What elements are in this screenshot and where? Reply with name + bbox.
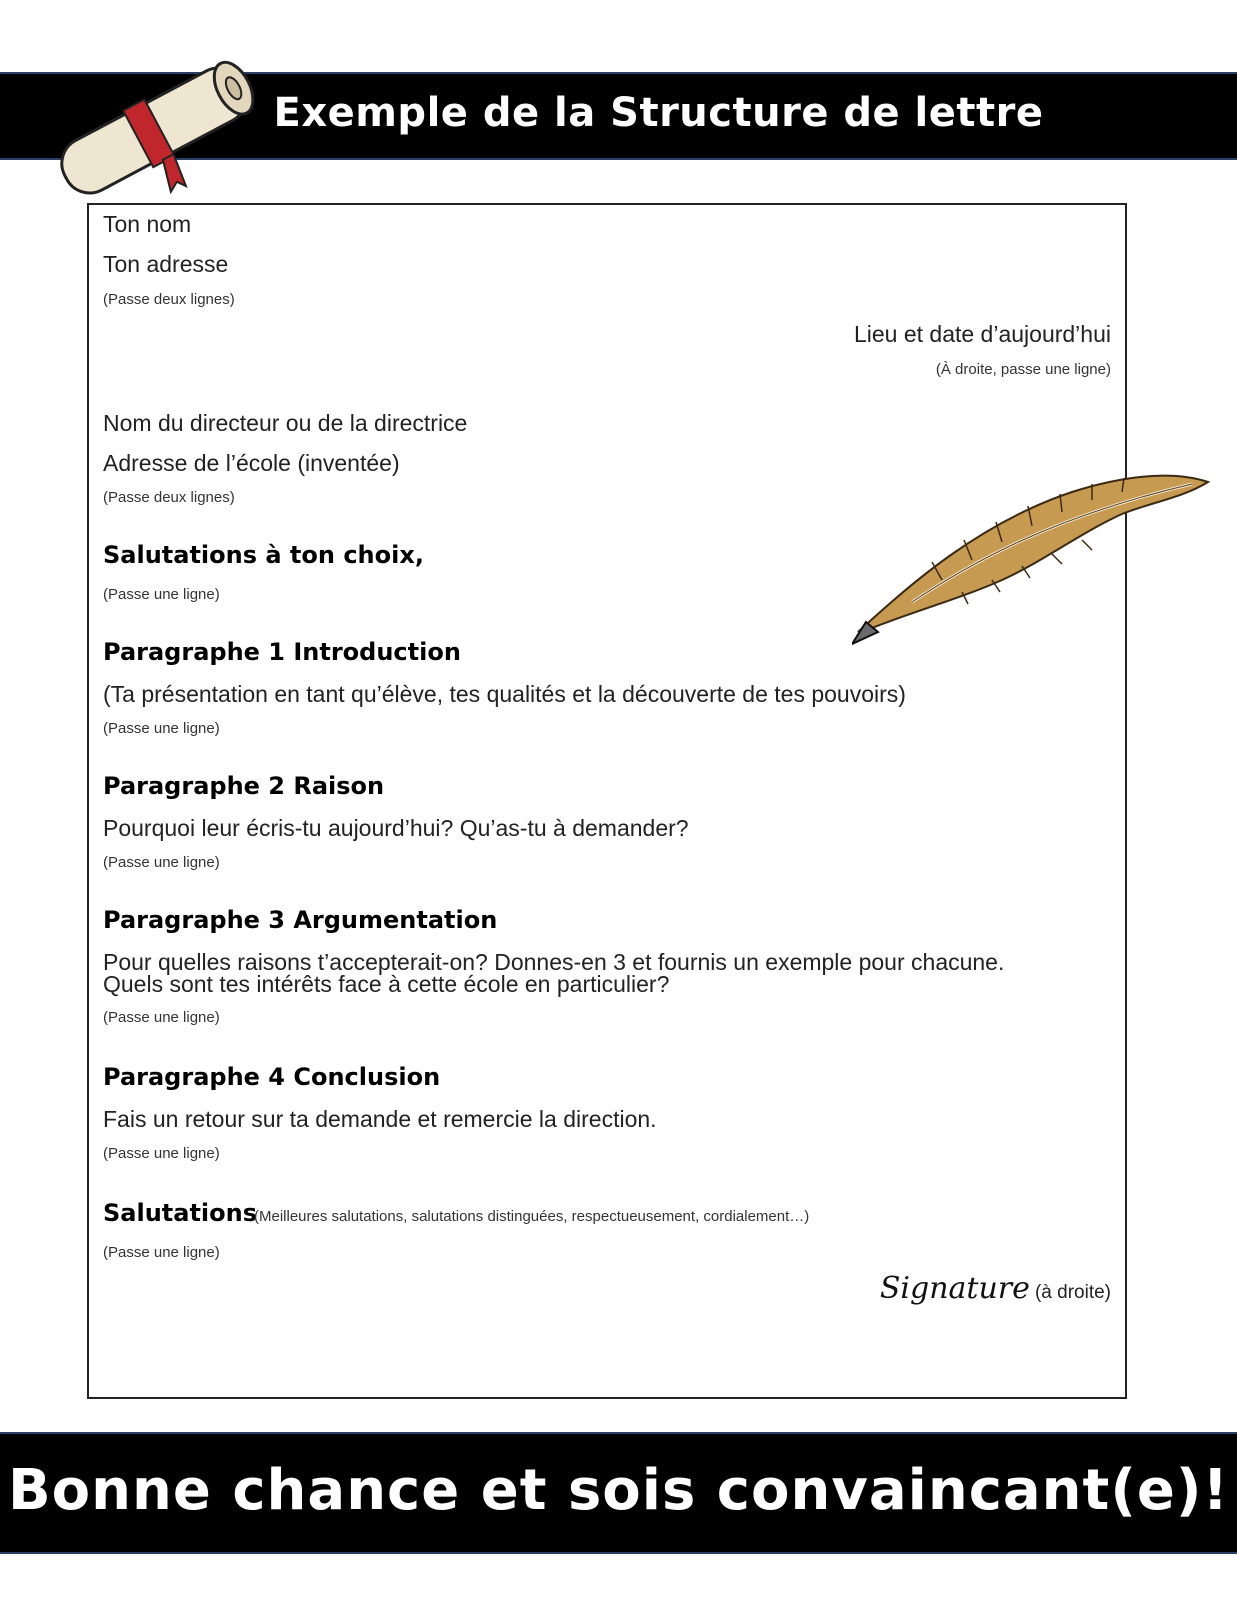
school-address: Adresse de l’école (inventée) — [103, 450, 400, 476]
instruction-note: (À droite, passe une ligne) — [935, 361, 1111, 378]
paragraph-4-text: Fais un retour sur ta demande et remercie la direction. — [103, 1106, 657, 1132]
director-name: Nom du directeur ou de la directrice — [103, 410, 468, 436]
signature-line — [880, 1271, 1111, 1306]
greeting-heading: Salutations à ton choix, — [103, 541, 424, 569]
paragraph-3-text-line-1: Pour quelles raisons t’accepterait-on? Donnes-en 3 et fournis un exemple pour chacune. — [103, 949, 1005, 975]
instruction-note: (Passe une ligne) — [103, 854, 220, 871]
instruction-note: (Passe une ligne) — [103, 1145, 220, 1162]
place-date: Lieu et date d’aujourd’hui — [853, 321, 1111, 347]
letter-frame — [87, 203, 1127, 1399]
page-title: Exemple de la Structure de lettre — [273, 90, 1044, 136]
instruction-note: (Passe une ligne) — [103, 1009, 220, 1026]
instruction-note: (Passe une ligne) — [103, 720, 220, 737]
paragraph-2-heading: Paragraphe 2 Raison — [103, 772, 385, 800]
sender-address: Ton adresse — [103, 251, 229, 277]
sender-name: Ton nom — [103, 211, 192, 237]
closing-heading: Salutations — [103, 1199, 258, 1227]
instruction-note: (Passe une ligne) — [103, 1244, 220, 1261]
quill-icon — [852, 462, 1214, 652]
paragraph-3-heading: Paragraphe 3 Argumentation — [103, 906, 498, 934]
paragraph-1-text: (Ta présentation en tant qu’élève, tes qualités et la découverte de tes pouvoirs) — [103, 681, 906, 707]
instruction-note: (Passe deux lignes) — [103, 291, 235, 308]
footer-message: Bonne chance et sois convaincant(e)! — [7, 1458, 1230, 1523]
signature: Signature — [879, 1271, 1030, 1306]
instruction-note: (Passe deux lignes) — [103, 489, 235, 506]
closing-examples: (Meilleures salutations, salutations distinguées, respectueusement, cordialement…) — [254, 1208, 810, 1225]
paragraph-4-heading: Paragraphe 4 Conclusion — [103, 1063, 441, 1091]
scroll-icon — [44, 40, 274, 218]
instruction-note: (Passe une ligne) — [103, 586, 220, 603]
paragraph-2-text: Pourquoi leur écris-tu aujourd’hui? Qu’as-tu à demander? — [103, 815, 689, 841]
signature-note: (à droite) — [1034, 1282, 1111, 1303]
paragraph-3-text-line-2: Quels sont tes intérêts face à cette école en particulier? — [103, 971, 670, 997]
paragraph-1-heading: Paragraphe 1 Introduction — [103, 638, 461, 666]
footer-band — [0, 1432, 1237, 1554]
